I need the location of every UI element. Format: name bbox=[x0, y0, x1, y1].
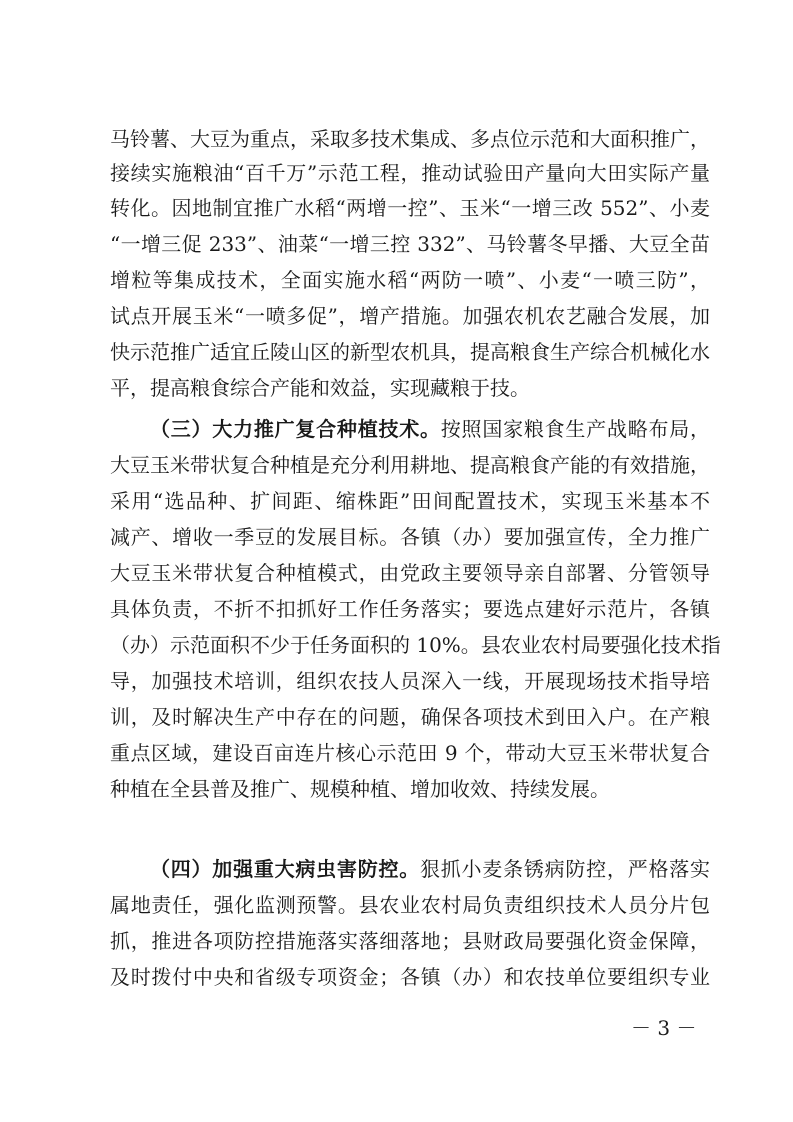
paragraph-line: 马铃薯、大豆为重点，采取多技术集成、多点位示范和大面积推广， bbox=[110, 127, 710, 151]
paragraph-line: 快示范推广适宜丘陵山区的新型农机具，提高粮食生产综合机械化水 bbox=[110, 340, 710, 364]
section-three-text: 按照国家粮食生产战略布局， bbox=[440, 417, 711, 441]
paragraph-line: 试点开展玉米“一喷多促”，增产措施。加强农机农艺融合发展，加 bbox=[110, 304, 710, 328]
page-number: － 3 － bbox=[631, 1016, 697, 1040]
paragraph-line: 重点区域，建设百亩连片核心示范田 9 个，带动大豆玉米带状复合 bbox=[110, 741, 710, 765]
paragraph-line: 种植在全县普及推广、规模种植、增加收效、持续发展。 bbox=[110, 777, 610, 801]
paragraph-line: 训，及时解决生产中存在的问题，确保各项技术到田入户。在产粮 bbox=[110, 705, 710, 729]
paragraph-line: 增粒等集成技术，全面实施水稻“两防一喷”、小麦“一喷三防”， bbox=[110, 268, 710, 292]
paragraph-line: 减产、增收一季豆的发展目标。各镇（办）要加强宣传，全力推广 bbox=[110, 525, 710, 549]
section-three-first-line bbox=[150, 414, 710, 444]
paragraph-line: 及时拨付中央和省级专项资金；各镇（办）和农技单位要组织专业 bbox=[110, 965, 710, 989]
paragraph-line: 采用“选品种、扩间距、缩株距”田间配置技术，实现玉米基本不 bbox=[110, 489, 710, 513]
paragraph-line: 接续实施粮油“百千万”示范工程，推动试验田产量向大田实际产量 bbox=[110, 161, 710, 185]
paragraph-line: 导，加强技术培训，组织农技人员深入一线，开展现场技术指导培 bbox=[110, 669, 710, 693]
section-three-heading: （三）大力推广复合种植技术。 bbox=[150, 417, 441, 441]
paragraph-line: （办）示范面积不少于任务面积的 10%。县农业农村局要强化技术指 bbox=[110, 633, 721, 657]
section-four-text: 狠抓小麦条锈病防控，严格落实 bbox=[420, 857, 710, 881]
paragraph-line: 大豆玉米带状复合种植是充分利用耕地、提高粮食产能的有效措施， bbox=[110, 453, 710, 477]
paragraph-line: “一增三促 233”、油菜“一增三控 332”、马铃薯冬早播、大豆全苗 bbox=[110, 232, 710, 256]
paragraph-line: 具体负责，不折不扣抓好工作任务落实；要选点建好示范片，各镇 bbox=[110, 597, 710, 621]
section-four-heading: （四）加强重大病虫害防控。 bbox=[150, 857, 420, 881]
paragraph-line: 抓，推进各项防控措施落实落细落地；县财政局要强化资金保障， bbox=[110, 929, 710, 953]
section-four-first-line bbox=[150, 854, 710, 884]
paragraph-line: 平，提高粮食综合产能和效益，实现藏粮于技。 bbox=[110, 376, 530, 400]
paragraph-line: 属地责任，强化监测预警。县农业农村局负责组织技术人员分片包 bbox=[110, 893, 710, 917]
paragraph-line: 大豆玉米带状复合种植模式，由党政主要领导亲自部署、分管领导 bbox=[110, 561, 710, 585]
paragraph-line: 转化。因地制宜推广水稻“两增一控”、玉米“一增三改 552”、小麦 bbox=[110, 196, 710, 220]
